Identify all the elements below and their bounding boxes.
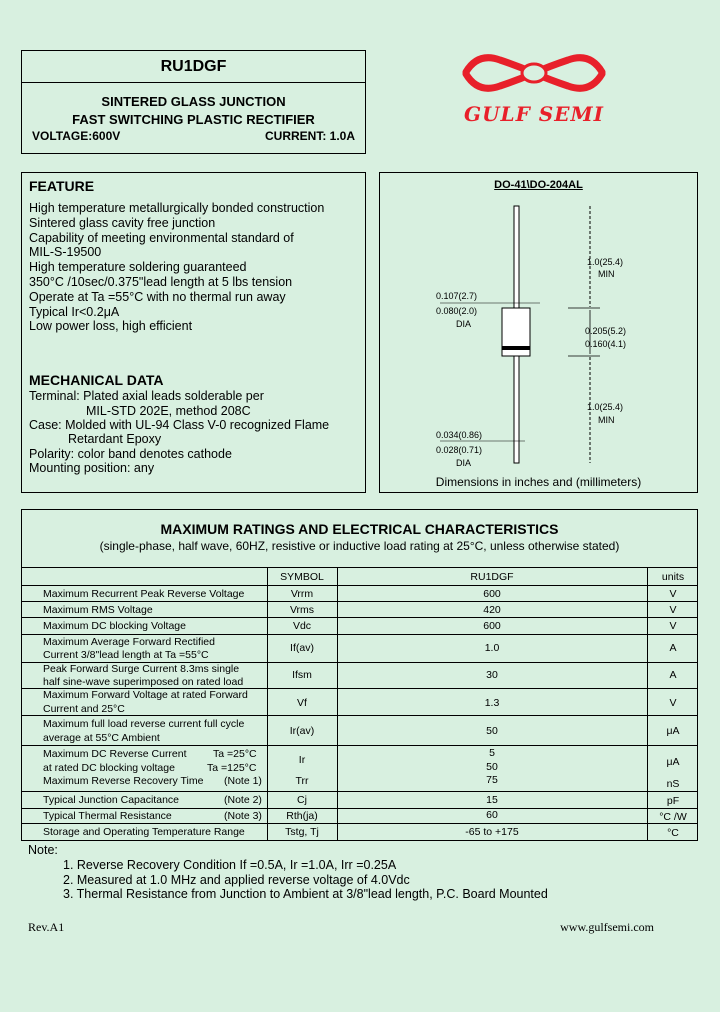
value-cell: 420 xyxy=(483,604,501,616)
table-row xyxy=(22,585,697,602)
feature-line: High temperature soldering guaranteed xyxy=(29,260,247,274)
symbol-cell: Ifsm xyxy=(292,669,312,681)
top-lead-length: 1.0(25.4) xyxy=(587,257,624,267)
notes-title: Note: xyxy=(28,843,58,857)
symbol-cell: Tstg, Tj xyxy=(285,826,319,838)
unit-cell: μA xyxy=(666,756,680,768)
bottom-lead-length: 1.0(25.4) xyxy=(587,402,624,412)
condition-label: Ta =25°C xyxy=(213,748,257,760)
table-row xyxy=(22,745,697,775)
logo-mark-icon xyxy=(458,46,610,100)
note-1: 1. Reverse Recovery Condition If =0.5A, Ir =1.0A, Irr =0.25A xyxy=(63,858,397,872)
symbol-cell: Cj xyxy=(297,794,307,806)
feature-line: Operate at Ta =55°C with no thermal run away xyxy=(29,290,286,304)
value-cell: 50 xyxy=(486,725,498,737)
body-length-min: 0.160(4.1) xyxy=(585,339,627,349)
param-label: Maximum Average Forward Rectified xyxy=(43,636,215,648)
table-subtitle: (single-phase, half wave, 60HZ, resistive or inductive load rating at 25°C, unless otherwise stated) xyxy=(99,539,620,553)
lead-dia-min: 0.028(0.71) xyxy=(436,445,483,455)
revision: Rev.A1 xyxy=(28,920,65,934)
value-cell: 5 xyxy=(489,747,495,759)
voltage-rating: VOLTAGE:600V xyxy=(32,129,121,143)
unit-cell: °C xyxy=(667,827,679,839)
value-cell: 15 xyxy=(486,794,498,806)
unit-cell: A xyxy=(669,669,677,681)
feature-line: Typical Ir<0.2μA xyxy=(29,305,120,319)
note-ref: (Note 1) xyxy=(224,775,262,787)
body-dia-min: 0.080(2.0) xyxy=(436,306,478,316)
table-row xyxy=(22,791,697,809)
table-header-row xyxy=(22,567,697,586)
param-label: Storage and Operating Temperature Range xyxy=(43,826,245,838)
mechanical-line: Case: Molded with UL-94 Class V-0 recognized Flame xyxy=(29,418,330,432)
col-units: units xyxy=(661,571,685,583)
symbol-cell: Vrms xyxy=(289,604,315,616)
param-label: Current 3/8"lead length at Ta =55°C xyxy=(43,649,209,661)
mechanical-line: Retardant Epoxy xyxy=(68,432,162,446)
note-ref: (Note 2) xyxy=(224,794,262,806)
symbol-cell: Trr xyxy=(295,775,309,787)
value-cell: -65 to +175 xyxy=(465,826,519,838)
unit-cell: V xyxy=(669,588,677,600)
table-row xyxy=(22,662,697,689)
table-row xyxy=(22,601,697,618)
param-label: Maximum full load reverse current full cycle xyxy=(43,718,245,730)
value-cell: 50 xyxy=(486,761,498,773)
value-cell: 600 xyxy=(483,588,501,600)
symbol-cell: Vf xyxy=(297,697,307,709)
value-cell: 60 xyxy=(486,809,498,821)
param-label: at rated DC blocking voltage xyxy=(43,762,175,774)
unit-cell: nS xyxy=(666,778,680,790)
param-label: Current and 25°C xyxy=(43,703,125,715)
table-row xyxy=(22,808,697,824)
param-label: Maximum DC blocking Voltage xyxy=(43,620,186,632)
feature-line: Sintered glass cavity free junction xyxy=(29,216,216,230)
param-label: half sine-wave superimposed on rated load xyxy=(43,676,244,688)
mechanical-line: Polarity: color band denotes cathode xyxy=(29,447,232,461)
feature-line: 350°C /10sec/0.375"lead length at 5 lbs tension xyxy=(29,275,293,289)
unit-cell: A xyxy=(669,642,677,654)
lead-dia-label: DIA xyxy=(456,458,472,468)
body-dia-label: DIA xyxy=(456,319,472,329)
part-number: RU1DGF xyxy=(22,51,365,83)
website-link[interactable]: www.gulfsemi.com xyxy=(560,920,654,934)
feature-line: Capability of meeting environmental standard of xyxy=(29,231,294,245)
table-row xyxy=(22,715,697,746)
bottom-lead-min: MIN xyxy=(598,415,615,425)
symbol-cell: Ir(av) xyxy=(289,725,315,737)
param-label: Maximum Recurrent Peak Reverse Voltage xyxy=(43,588,245,600)
body-dia-max: 0.107(2.7) xyxy=(436,291,478,301)
value-cell: 1.3 xyxy=(484,697,500,709)
condition-label: Ta =125°C xyxy=(207,762,257,774)
symbol-cell: If(av) xyxy=(290,642,314,654)
mechanical-title: MECHANICAL DATA xyxy=(29,372,164,388)
current-rating: CURRENT: 1.0A xyxy=(264,129,355,143)
unit-cell: μA xyxy=(666,725,680,737)
feature-line: MIL-S-19500 xyxy=(29,245,102,259)
body-length-max: 0.205(5.2) xyxy=(585,326,627,336)
feature-title: FEATURE xyxy=(29,178,95,194)
package-title: DO-41\DO-204AL xyxy=(494,179,583,191)
unit-cell: pF xyxy=(666,795,680,807)
note-3: 3. Thermal Resistance from Junction to Ambient at 3/8"lead length, P.C. Board Mounted xyxy=(63,887,548,901)
param-label: Typical Thermal Resistance xyxy=(43,810,172,822)
table-row xyxy=(22,774,697,791)
note-2: 2. Measured at 1.0 MHz and applied reverse voltage of 4.0Vdc xyxy=(63,873,410,887)
symbol-cell: Vdc xyxy=(292,620,312,632)
col-symbol: SYMBOL xyxy=(280,571,324,583)
diode-outline-drawing xyxy=(380,173,697,492)
subtitle-line-2: FAST SWITCHING PLASTIC RECTIFIER xyxy=(72,112,315,127)
feature-line: High temperature metallurgically bonded construction xyxy=(29,201,325,215)
param-label: Maximum Reverse Recovery Time xyxy=(43,775,204,787)
lead-dia-max: 0.034(0.86) xyxy=(436,430,483,440)
mechanical-line: MIL-STD 202E, method 208C xyxy=(86,404,251,418)
value-cell: 75 xyxy=(486,774,498,786)
symbol-cell: Rth(ja) xyxy=(286,810,318,822)
feature-box xyxy=(21,172,366,493)
param-label: Typical Junction Capacitance xyxy=(43,794,179,806)
note-ref: (Note 3) xyxy=(224,810,262,822)
table-title: MAXIMUM RATINGS AND ELECTRICAL CHARACTERISTICS xyxy=(160,521,559,537)
unit-cell: V xyxy=(669,697,677,709)
dimension-caption: Dimensions in inches and (millimeters) xyxy=(435,475,642,489)
value-cell: 1.0 xyxy=(484,642,500,654)
symbol-cell: Vrrm xyxy=(290,588,314,600)
value-cell: 30 xyxy=(486,669,498,681)
ratings-table xyxy=(21,509,698,841)
unit-cell: °C /W xyxy=(659,811,687,823)
param-label: Maximum Forward Voltage at rated Forward xyxy=(43,689,248,701)
param-label: average at 55°C Ambient xyxy=(43,732,160,744)
table-row xyxy=(22,634,697,663)
table-row xyxy=(22,617,697,635)
title-box xyxy=(21,50,366,154)
unit-cell: V xyxy=(669,620,677,632)
value-cell: 600 xyxy=(483,620,501,632)
unit-cell: V xyxy=(669,604,677,616)
package-box xyxy=(379,172,698,493)
feature-line: Low power loss, high efficient xyxy=(29,319,193,333)
table-row xyxy=(22,823,697,841)
top-lead-min: MIN xyxy=(598,269,615,279)
table-row xyxy=(22,688,697,716)
symbol-cell: Ir xyxy=(298,754,306,766)
gulf-semi-logo xyxy=(458,46,610,130)
col-part: RU1DGF xyxy=(470,571,514,583)
mechanical-line: Terminal: Plated axial leads solderable per xyxy=(29,389,264,403)
param-label: Maximum RMS Voltage xyxy=(43,604,153,616)
brand-name: GULF SEMI xyxy=(464,102,604,126)
param-label: Maximum DC Reverse Current xyxy=(43,748,187,760)
subtitle-line-1: SINTERED GLASS JUNCTION xyxy=(101,94,286,109)
param-label: Peak Forward Surge Current 8.3ms single xyxy=(43,663,240,675)
mechanical-line: Mounting position: any xyxy=(29,461,155,475)
